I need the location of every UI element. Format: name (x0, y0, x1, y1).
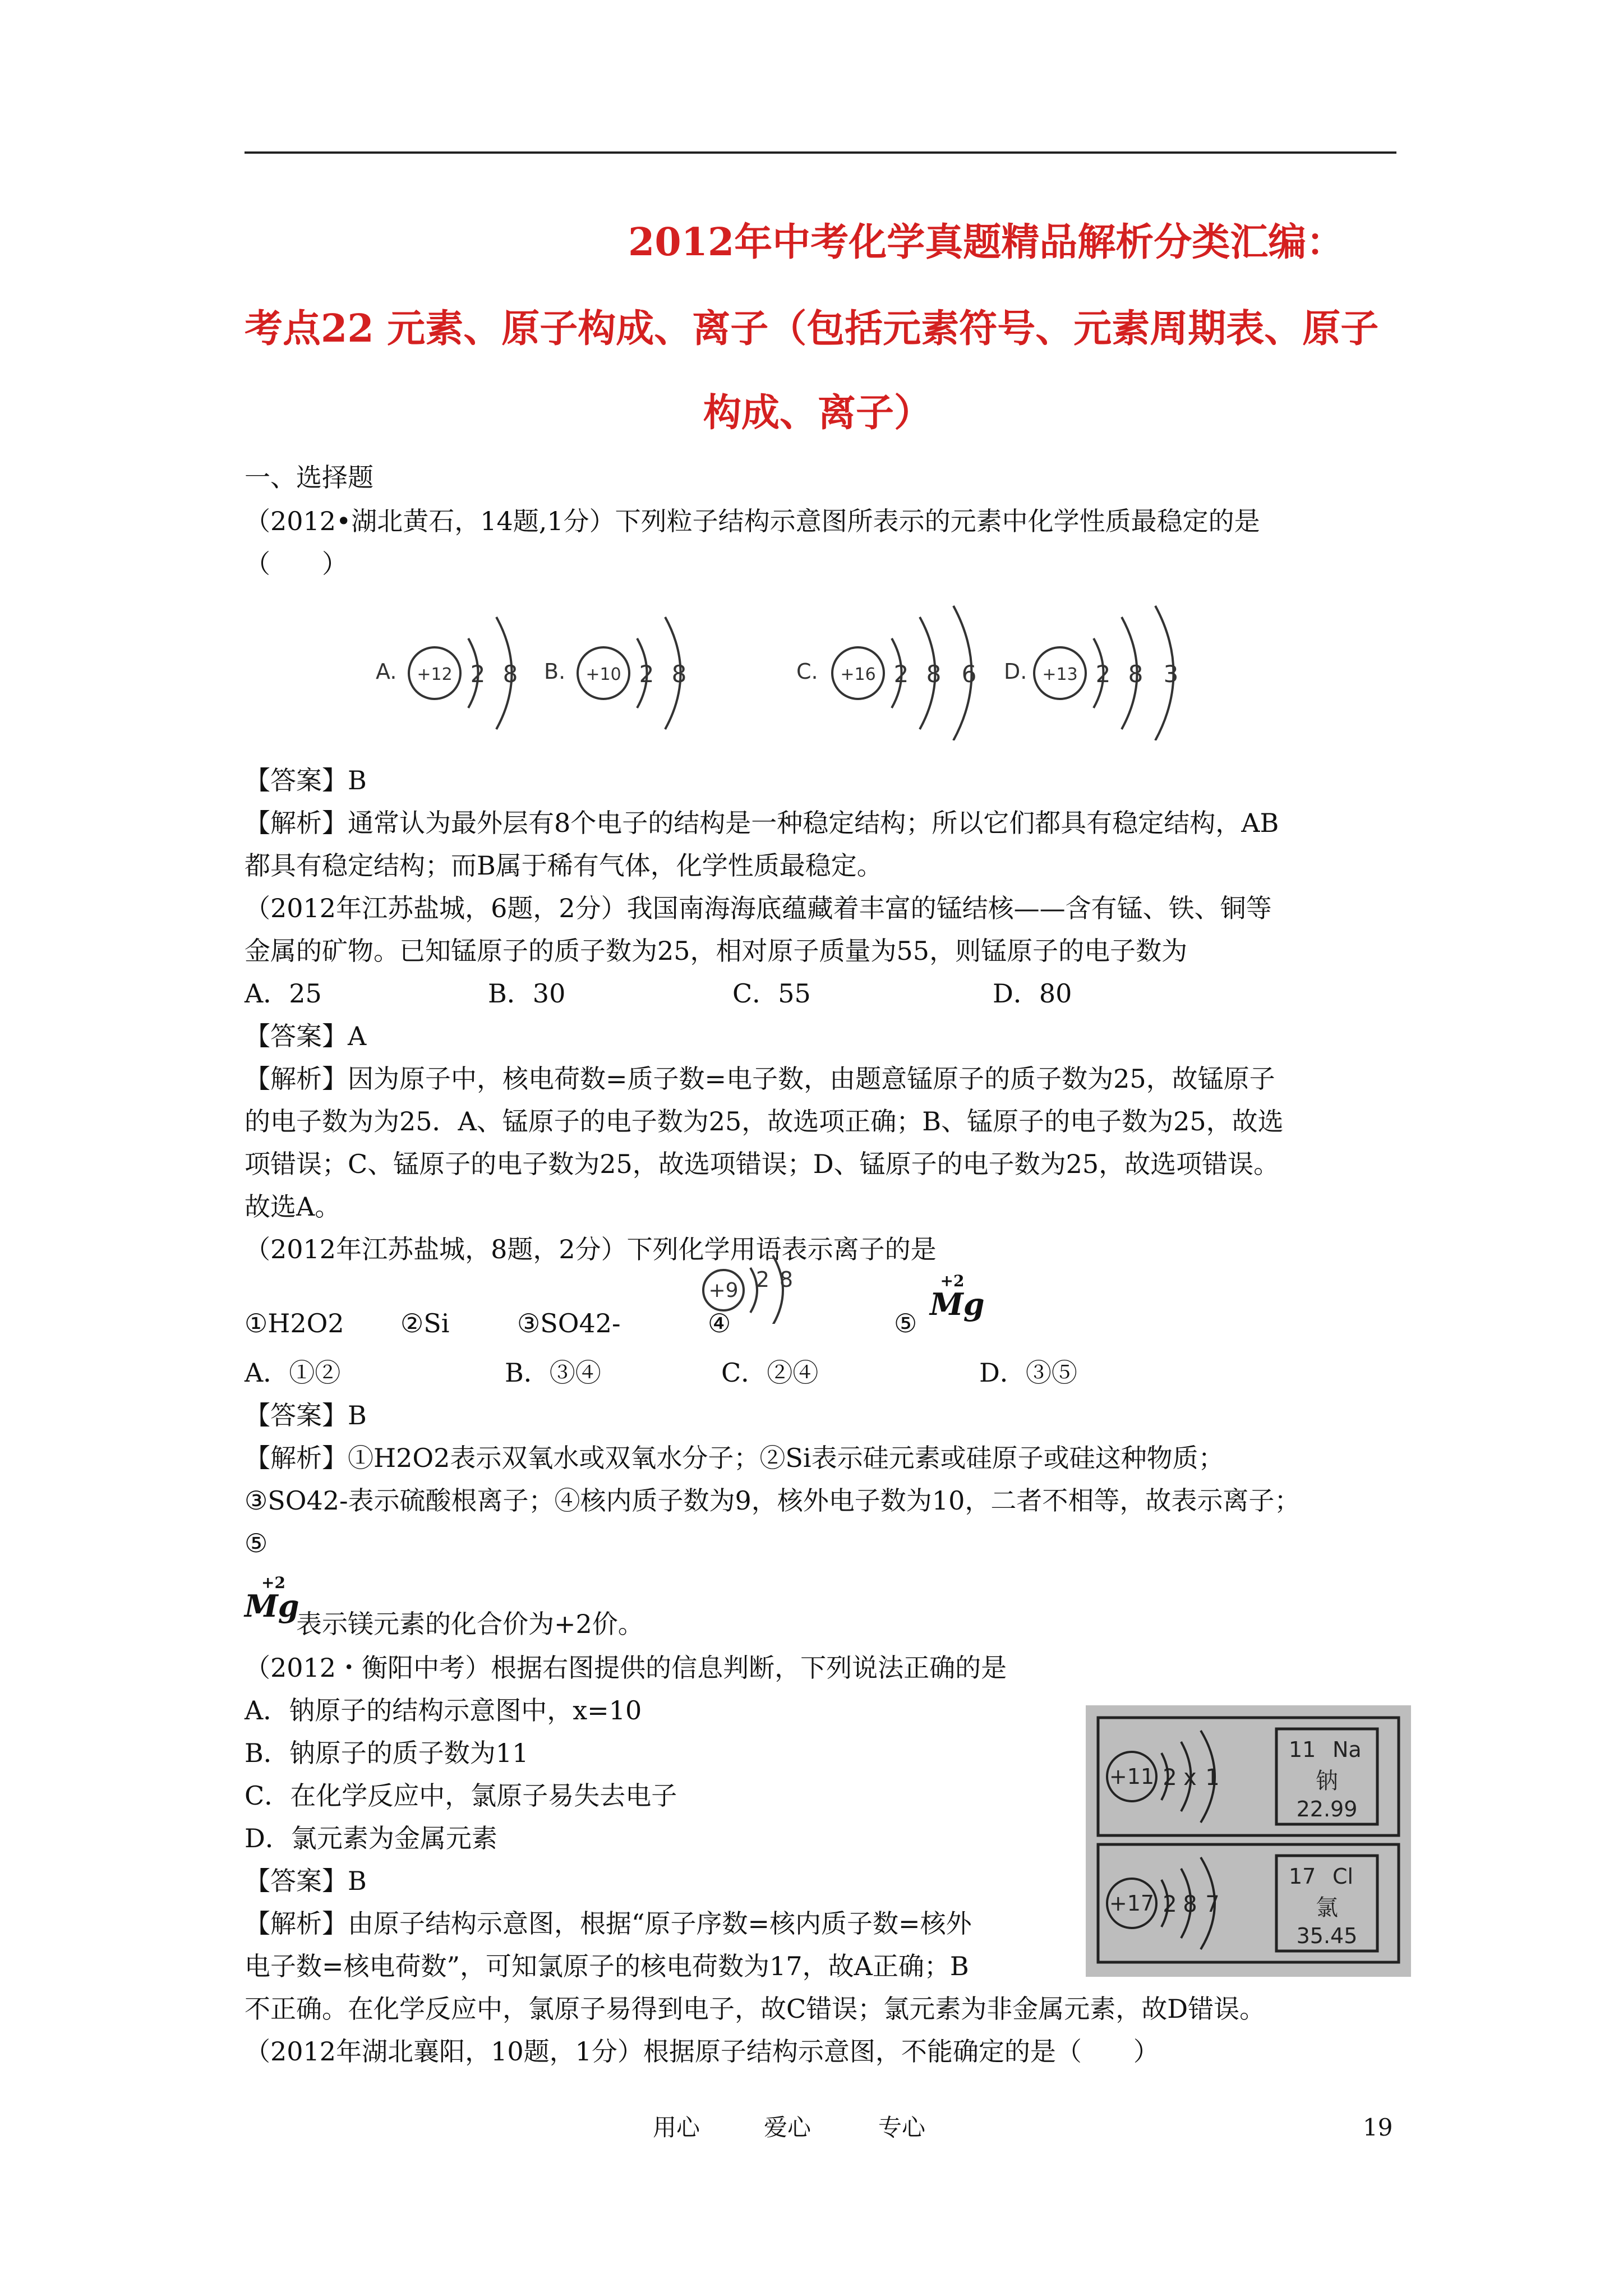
q3-option-a: A．①② (245, 1358, 341, 1388)
q4-analysis-1: 【解析】由原子结构示意图，根据“原子序数=核内质子数=核外 (245, 1908, 972, 1939)
q3-mg-symbol: Mg (930, 1286, 985, 1322)
q1-diagram-d-shell-2: 8 (1128, 660, 1144, 688)
q4-na-nucleus: +11 (1109, 1764, 1155, 1789)
q3-analysis-mg-symbol: Mg (245, 1588, 299, 1624)
page-number: 19 (1363, 2114, 1393, 2141)
q3-option-c: C．②④ (721, 1358, 819, 1388)
q2-option-d: D．80 (993, 978, 1072, 1009)
q2-analysis-3: 项错误；C、锰原子的电子数为25，故选项错误；D、锰原子的电子数为25，故选项错误。 (245, 1149, 1280, 1179)
q3-mg-charge: +2 (940, 1272, 965, 1290)
title-line-3: 构成、离子） (703, 390, 933, 435)
q3-analysis-2: ③SO42-表示硫酸根离子；④核内质子数为9，核外电子数为10，二者不相等，故表示离子； (245, 1485, 1301, 1516)
q3-mg-valence (930, 1272, 985, 1322)
footer-item-1: 用心 (653, 2114, 700, 2141)
q2-stem-1: （2012年江苏盐城，6题，2分）我国南海海底蕴藏着丰富的锰结核——含有锰、铁、铜等 (245, 893, 1272, 923)
q1-diagram-d-shell-1: 2 (1095, 660, 1111, 688)
q3-option-b: B．③④ (505, 1358, 601, 1388)
footer-item-2: 爱心 (764, 2114, 811, 2141)
q1-diagram-d-shell-3: 3 (1163, 660, 1179, 688)
q4-cl-shell-2: 8 (1183, 1892, 1197, 1917)
q4-na-mass: 22.99 (1296, 1797, 1358, 1821)
q1-diagram-a-nucleus: +12 (417, 665, 453, 684)
q1-diagram-b-nucleus: +10 (585, 665, 621, 684)
q4-cl-shell-1: 2 (1163, 1892, 1177, 1917)
q3-ion-nucleus: +9 (708, 1279, 739, 1302)
q1-diagram-b-label: B. (544, 659, 566, 684)
q4-stem: （2012・衡阳中考）根据右图提供的信息判断，下列说法正确的是 (245, 1653, 1007, 1683)
q4-na-shell-2: x (1183, 1765, 1197, 1791)
q1-diagram-a-shell-1: 2 (470, 660, 486, 688)
q3-item-4: ④ (708, 1308, 731, 1338)
q2-analysis-1: 【解析】因为原子中，核电荷数=质子数=电子数，由题意锰原子的质子数为25，故锰原子 (245, 1064, 1275, 1094)
q1-diagram-a-shell-2: 8 (502, 660, 518, 688)
q3-answer: 【答案】B (245, 1400, 367, 1430)
q4-cl-name: 氯 (1316, 1895, 1338, 1921)
q4-cl-shell-3: 7 (1205, 1892, 1220, 1917)
q1-diagram-c-nucleus: +16 (840, 665, 876, 684)
q1-diagram-b-shell-1: 2 (639, 660, 654, 688)
q1-atom-diagrams (359, 595, 1256, 740)
q1-stem-1: （2012•湖北黄石，14题,1分）下列粒子结构示意图所表示的元素中化学性质最稳定的是 (245, 506, 1260, 536)
q4-cl-symbol: Cl (1332, 1864, 1354, 1889)
q3-analysis-4: 表示镁元素的化合价为+2价。 (296, 1609, 644, 1639)
q4-na-name: 钠 (1316, 1768, 1338, 1794)
q1-diagram-c-label: C. (796, 659, 818, 684)
q3-stem: （2012年江苏盐城，8题，2分）下列化学用语表示离子的是 (245, 1234, 937, 1264)
q2-option-b: B．30 (488, 978, 566, 1009)
q3-ion-shell-1: 2 (755, 1267, 770, 1292)
q1-diagram-c-shell-1: 2 (893, 660, 909, 688)
q2-stem-2: 金属的矿物。已知锰原子的质子数为25，相对原子质量为55，则锰原子的电子数为 (245, 936, 1188, 966)
q3-item-1: ①H2O2 (245, 1308, 344, 1338)
q2-answer: 【答案】A (245, 1021, 367, 1051)
q3-item-3: ③SO42- (517, 1308, 621, 1338)
q4-cl-nucleus: +17 (1109, 1891, 1155, 1916)
q4-option-d: D．氯元素为金属元素 (245, 1823, 497, 1853)
q4-element-figure (1086, 1705, 1411, 1977)
q1-diagram-b-shell-2: 8 (671, 660, 687, 688)
q4-option-b: B．钠原子的质子数为11 (245, 1738, 529, 1768)
q3-analysis-mg-charge: +2 (261, 1573, 285, 1592)
q3-analysis-mg (245, 1573, 299, 1624)
section-heading: 一、选择题 (245, 462, 374, 493)
q1-diagram-d-label: D. (1004, 659, 1027, 684)
q1-analysis-1: 【解析】通常认为最外层有8个电子的结构是一种稳定结构；所以它们都具有稳定结构，AB (245, 808, 1279, 838)
q4-na-number: 11 (1289, 1737, 1316, 1762)
q1-diagram-c-shell-3: 6 (961, 660, 977, 688)
title-line-2: 考点22 元素、原子构成、离子（包括元素符号、元素周期表、原子 (245, 306, 1379, 351)
q4-analysis-2: 电子数=核电荷数”，可知氯原子的核电荷数为17，故A正确；B (245, 1951, 969, 1981)
q4-cl-mass: 35.45 (1296, 1924, 1358, 1948)
q3-analysis-3: ⑤ (245, 1528, 268, 1558)
q2-option-a: A．25 (245, 978, 322, 1009)
q1-analysis-2: 都具有稳定结构；而B属于稀有气体，化学性质最稳定。 (245, 850, 883, 881)
q3-analysis-1: 【解析】①H2O2表示双氧水或双氧水分子；②Si表示硅元素或硅原子或硅这种物质； (245, 1443, 1224, 1473)
header-rule (245, 151, 1396, 154)
q2-analysis-4: 故选A。 (245, 1191, 341, 1222)
q4-cl-number: 17 (1289, 1864, 1316, 1889)
q3-item-2: ②Si (400, 1308, 450, 1338)
q3-ion-shell-2: 8 (779, 1267, 794, 1292)
q5-stem: （2012年湖北襄阳，10题，1分）根据原子结构示意图，不能确定的是（ ） (245, 2036, 1159, 2067)
q3-option-d: D．③⑤ (979, 1358, 1077, 1388)
q1-stem-2: （ ） (245, 549, 348, 579)
q3-ion-diagram (684, 1240, 841, 1324)
q3-item-5: ⑤ (894, 1308, 917, 1338)
title-line-1: 2012年中考化学真题精品解析分类汇编： (628, 220, 1345, 265)
footer-item-3: 专心 (878, 2114, 926, 2141)
q4-na-symbol: Na (1332, 1737, 1362, 1762)
q4-option-a: A．钠原子的结构示意图中，x=10 (245, 1695, 642, 1726)
q4-na-shell-1: 2 (1163, 1765, 1177, 1791)
q1-diagram-a-label: A. (376, 659, 397, 684)
q4-analysis-3: 不正确。在化学反应中，氯原子易得到电子，故C错误；氯元素为非金属元素，故D错误。 (245, 1994, 1266, 2024)
q1-answer: 【答案】B (245, 765, 367, 795)
q4-answer: 【答案】B (245, 1866, 367, 1896)
q2-option-c: C．55 (732, 978, 811, 1009)
q1-diagram-c-shell-2: 8 (926, 660, 942, 688)
q4-na-shell-3: 1 (1205, 1765, 1220, 1791)
q1-diagram-d-nucleus: +13 (1042, 665, 1078, 684)
q2-analysis-2: 的电子数为为25．A、锰原子的电子数为25，故选项正确；B、锰原子的电子数为25，故选 (245, 1106, 1284, 1137)
q4-option-c: C．在化学反应中，氯原子易失去电子 (245, 1780, 677, 1811)
